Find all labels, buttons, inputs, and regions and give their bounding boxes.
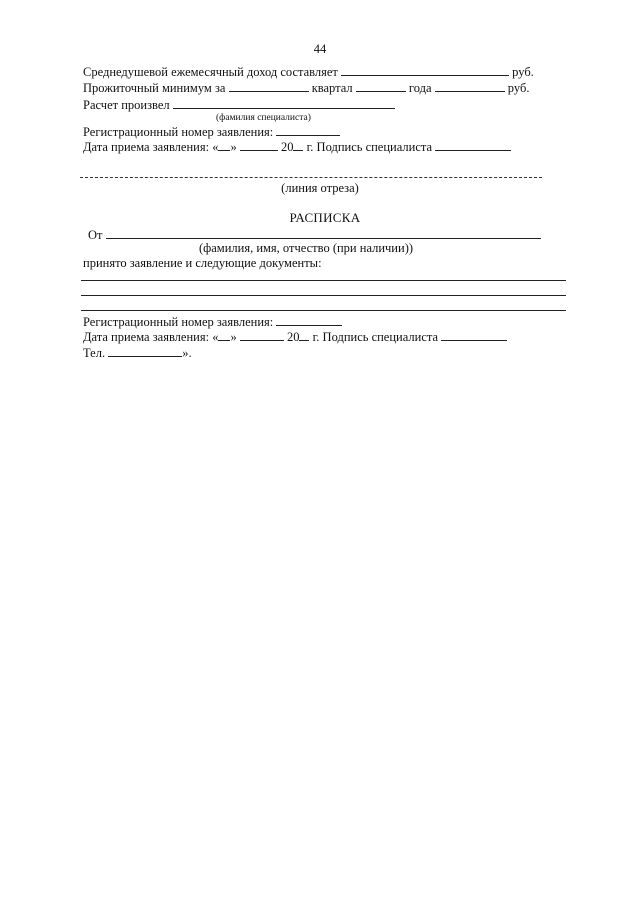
income-field[interactable] [341, 64, 509, 76]
minimum-unit: руб. [507, 81, 530, 95]
date-label-end: г. Подпись специалиста [306, 140, 433, 154]
from-field[interactable] [106, 227, 541, 239]
receipt-date-label-start: Дата приема заявления: « [83, 330, 219, 344]
quarter-label: квартал [311, 81, 353, 95]
reg-number-label: Регистрационный номер заявления: [83, 125, 274, 139]
minimum-period-field[interactable] [229, 80, 309, 92]
receipt-date-day-field[interactable] [218, 329, 230, 341]
phone-end: ». [182, 346, 192, 360]
documents-line[interactable] [81, 295, 566, 296]
phone-row [83, 345, 192, 360]
page-number: 44 [313, 42, 327, 56]
receipt-date-row [83, 329, 507, 344]
receipt-date-year-field[interactable] [299, 329, 309, 341]
receipt-date-month-field[interactable] [240, 329, 284, 341]
from-label: От [88, 228, 103, 242]
minimum-row [83, 80, 529, 95]
income-row [83, 64, 534, 79]
income-label: Среднедушевой ежемесячный доход составляет [83, 65, 338, 79]
specialist-name-field[interactable] [173, 97, 395, 109]
date-label-mid: » [230, 140, 237, 154]
specialist-caption: (фамилия специалиста) [216, 113, 311, 123]
from-row [88, 227, 541, 242]
receipt-date-year: 20 [286, 330, 300, 344]
quarter-field[interactable] [356, 80, 406, 92]
date-day-field[interactable] [218, 139, 230, 151]
receipt-reg-number-field[interactable] [276, 314, 342, 326]
year-label: года [408, 81, 432, 95]
cut-caption: (линия отреза) [281, 181, 359, 195]
date-year-field[interactable] [293, 139, 303, 151]
phone-field[interactable] [108, 345, 182, 357]
date-year: 20 [280, 140, 294, 154]
date-row [83, 139, 511, 154]
reg-number-row [83, 124, 340, 139]
reg-number-field[interactable] [276, 124, 340, 136]
phone-label: Тел. [83, 346, 106, 360]
date-label-start: Дата приема заявления: « [83, 140, 219, 154]
date-month-field[interactable] [240, 139, 278, 151]
cut-line [80, 177, 542, 178]
receipt-date-label-mid: » [230, 330, 237, 344]
income-unit: руб. [512, 65, 534, 79]
receipt-title: РАСПИСКА [289, 210, 361, 225]
documents-line[interactable] [81, 280, 566, 281]
signature-field[interactable] [435, 139, 511, 151]
receipt-date-label-end: г. Подпись специалиста [312, 330, 439, 344]
receipt-signature-field[interactable] [441, 329, 507, 341]
documents-line[interactable] [81, 310, 566, 311]
minimum-label: Прожиточный минимум за [83, 81, 226, 95]
receipt-reg-number-row [83, 314, 342, 329]
calc-by-row [83, 97, 395, 112]
receipt-reg-number-label: Регистрационный номер заявления: [83, 315, 274, 329]
name-caption: (фамилия, имя, отчество (при наличии)) [199, 241, 414, 255]
calc-by-label: Расчет произвел [83, 98, 170, 112]
year-field[interactable] [435, 80, 505, 92]
accepted-label: принято заявление и следующие документы: [83, 256, 322, 270]
